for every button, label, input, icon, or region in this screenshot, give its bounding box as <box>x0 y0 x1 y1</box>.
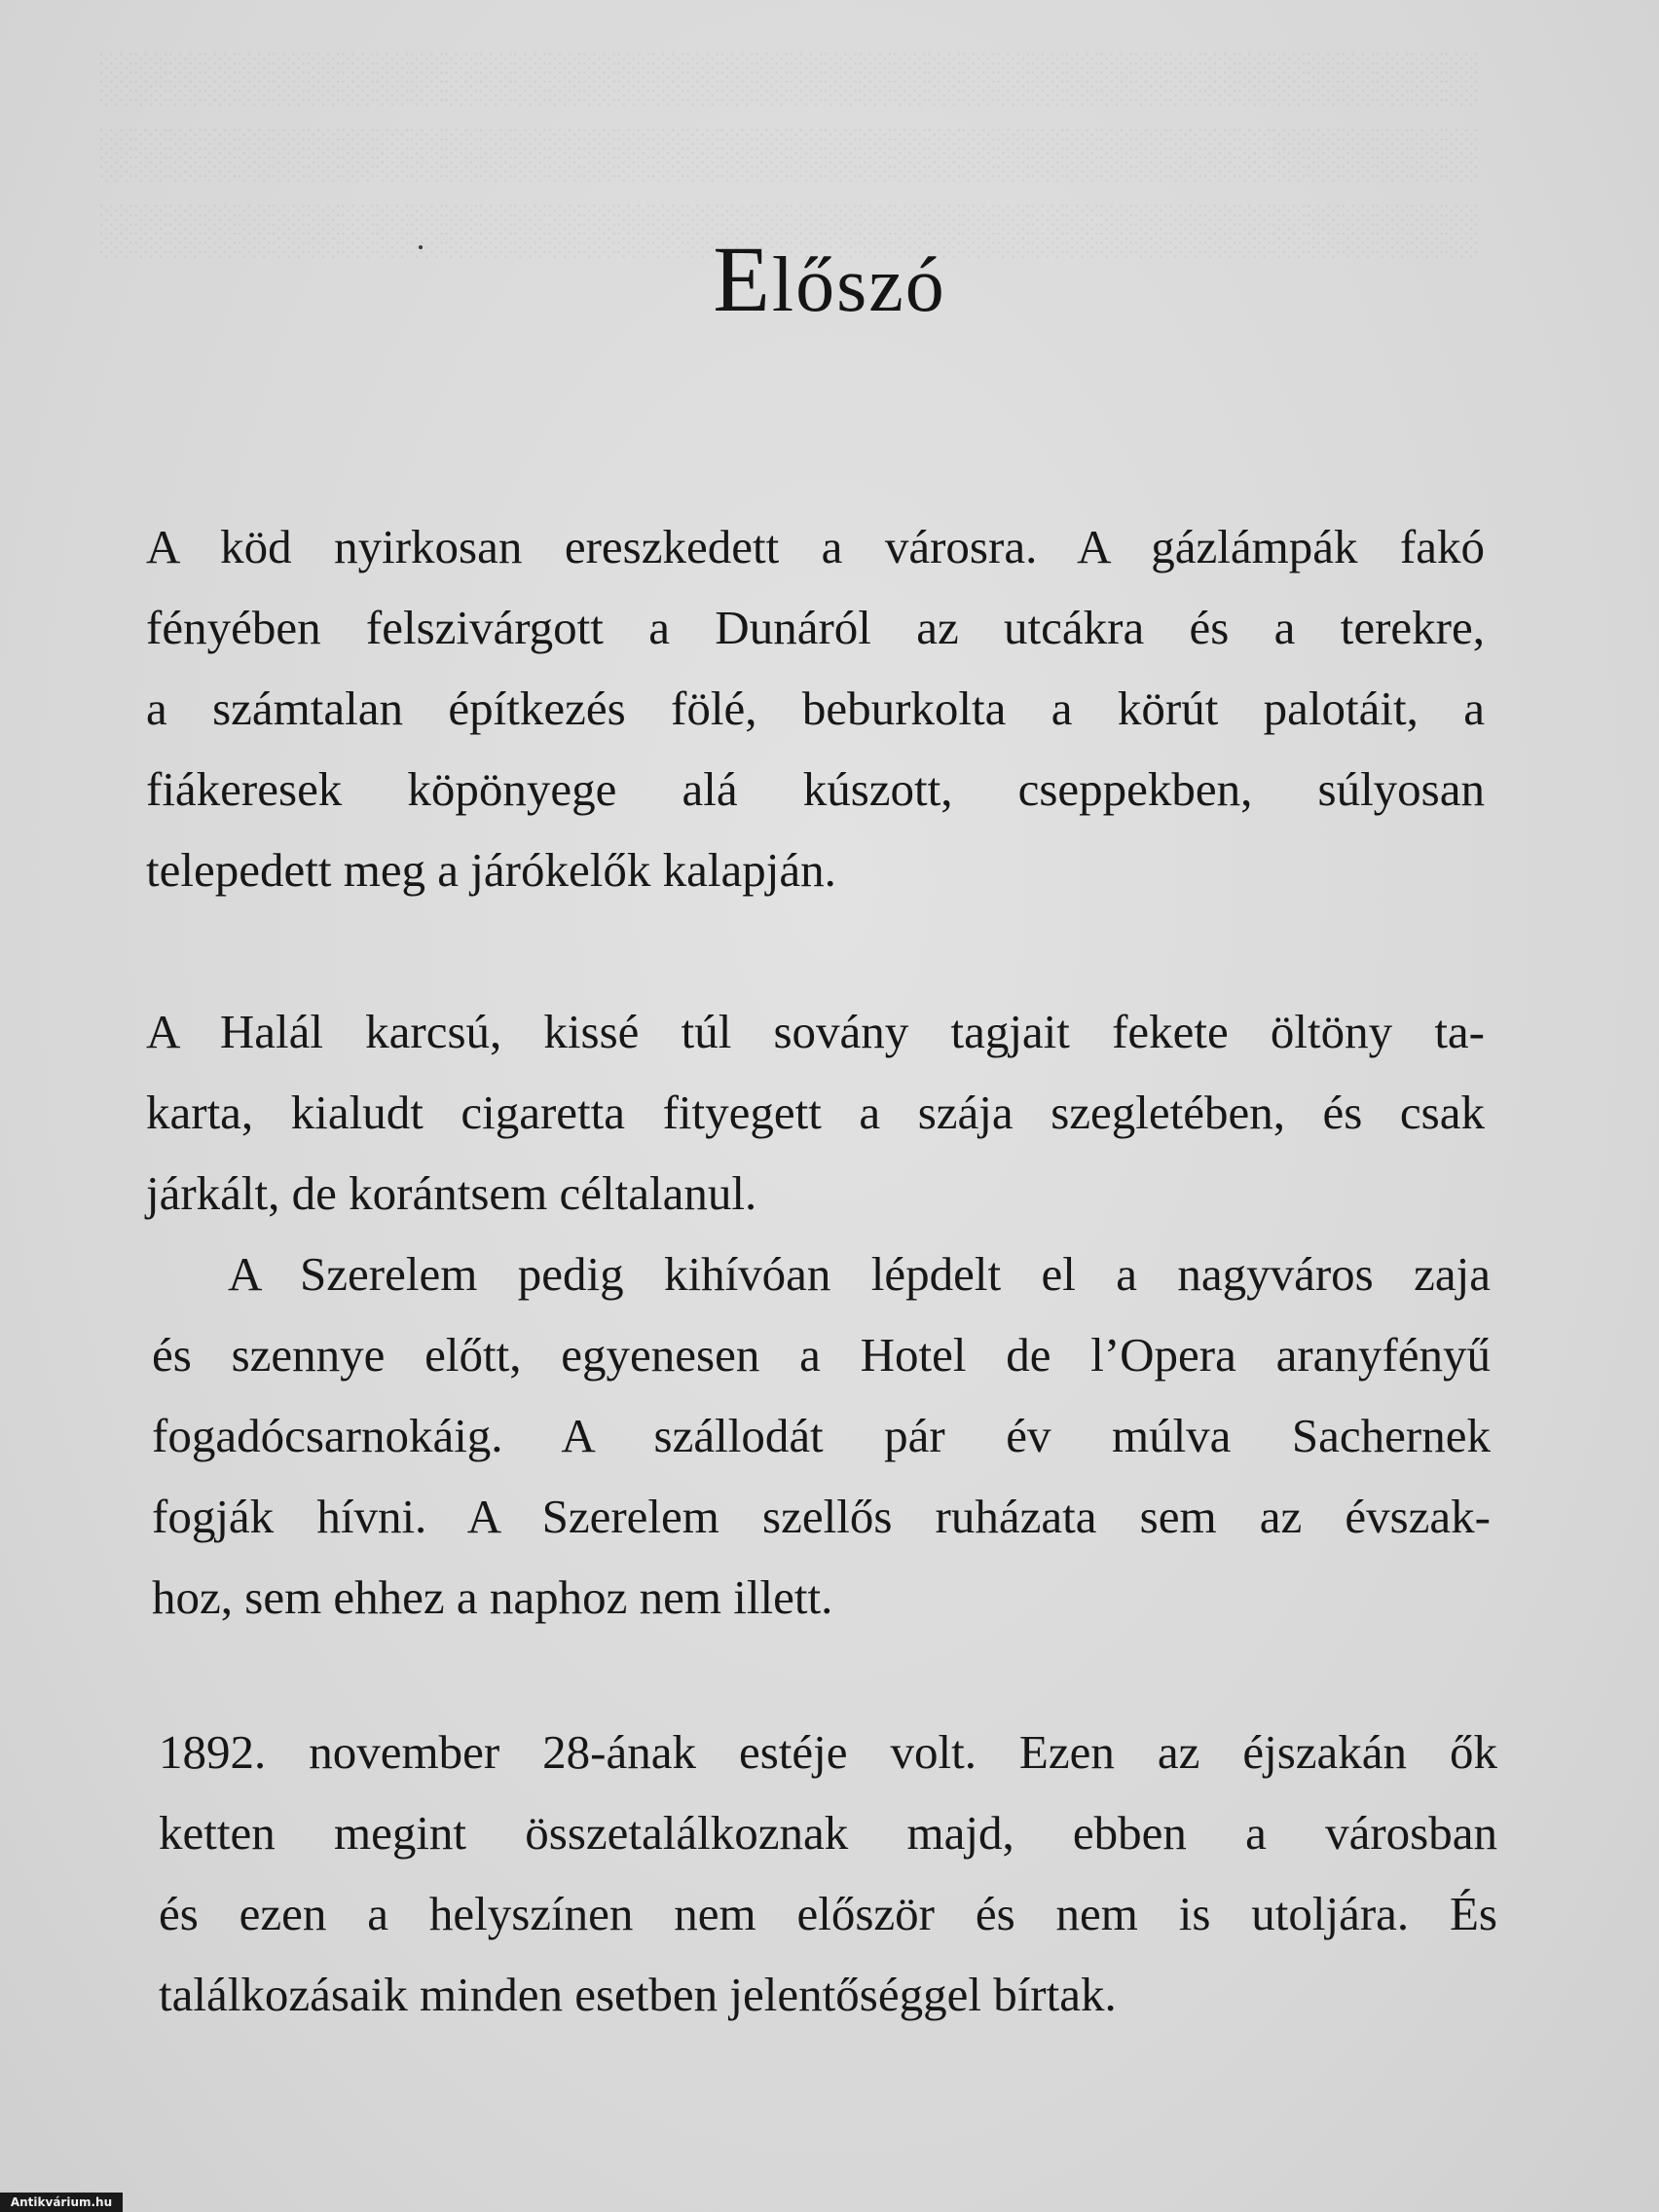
text-line: hoz, sem ehhez a naphoz nem illett. <box>152 1570 833 1624</box>
text-line: fényében felszivárgott a Dunáról az utcákra és a terekre, <box>146 601 1485 654</box>
paragraph-4 <box>159 1712 1497 2035</box>
text-line: fogadócsarnokáig. A szállodát pár év múlva Sachernek <box>152 1409 1491 1462</box>
chapter-title <box>0 226 1659 339</box>
text-line: telepedett meg a járókelők kalapján. <box>146 843 836 897</box>
text-line: A Halál karcsú, kissé túl sovány tagjait fekete öltöny ta- <box>146 1005 1485 1058</box>
chapter-title-rest: lőszó <box>771 242 946 328</box>
paragraph-3 <box>152 1234 1491 1638</box>
text-line: A Szerelem pedig kihívóan lépdelt el a nagyváros zaja <box>228 1247 1491 1301</box>
text-line: és ezen a helyszínen nem először és nem is utoljára. És <box>159 1887 1497 1940</box>
chapter-title-initial: E <box>713 227 772 331</box>
text-line: 1892. november 28-ának estéje volt. Ezen az éjszakán ők <box>159 1725 1497 1779</box>
text-line: ketten megint összetalálkoznak majd, ebben a városban <box>159 1806 1497 1860</box>
text-line: járkált, de korántsem céltalanul. <box>146 1166 757 1220</box>
text-line: találkozásaik minden esetben jelentőséggel bírtak. <box>159 1968 1117 2021</box>
text-line: karta, kialudt cigaretta fityegett a szája szegletében, és csak <box>146 1086 1485 1139</box>
watermark-label: Antikvárium.hu <box>0 2193 123 2212</box>
paragraph-1 <box>146 506 1485 910</box>
text-line: A köd nyirkosan ereszkedett a városra. A gázlámpák fakó <box>146 520 1485 573</box>
text-line: fiákeresek köpönyege alá kúszott, cseppekben, súlyosan <box>146 762 1485 816</box>
text-line: fogják hívni. A Szerelem szellős ruházata sem az évszak- <box>152 1490 1491 1543</box>
paragraph-2 <box>146 991 1485 1234</box>
text-line: a számtalan építkezés fölé, beburkolta a körút palotáit, a <box>146 682 1485 735</box>
text-line: és szennye előtt, egyenesen a Hotel de l’Opera aranyfényű <box>152 1328 1491 1382</box>
